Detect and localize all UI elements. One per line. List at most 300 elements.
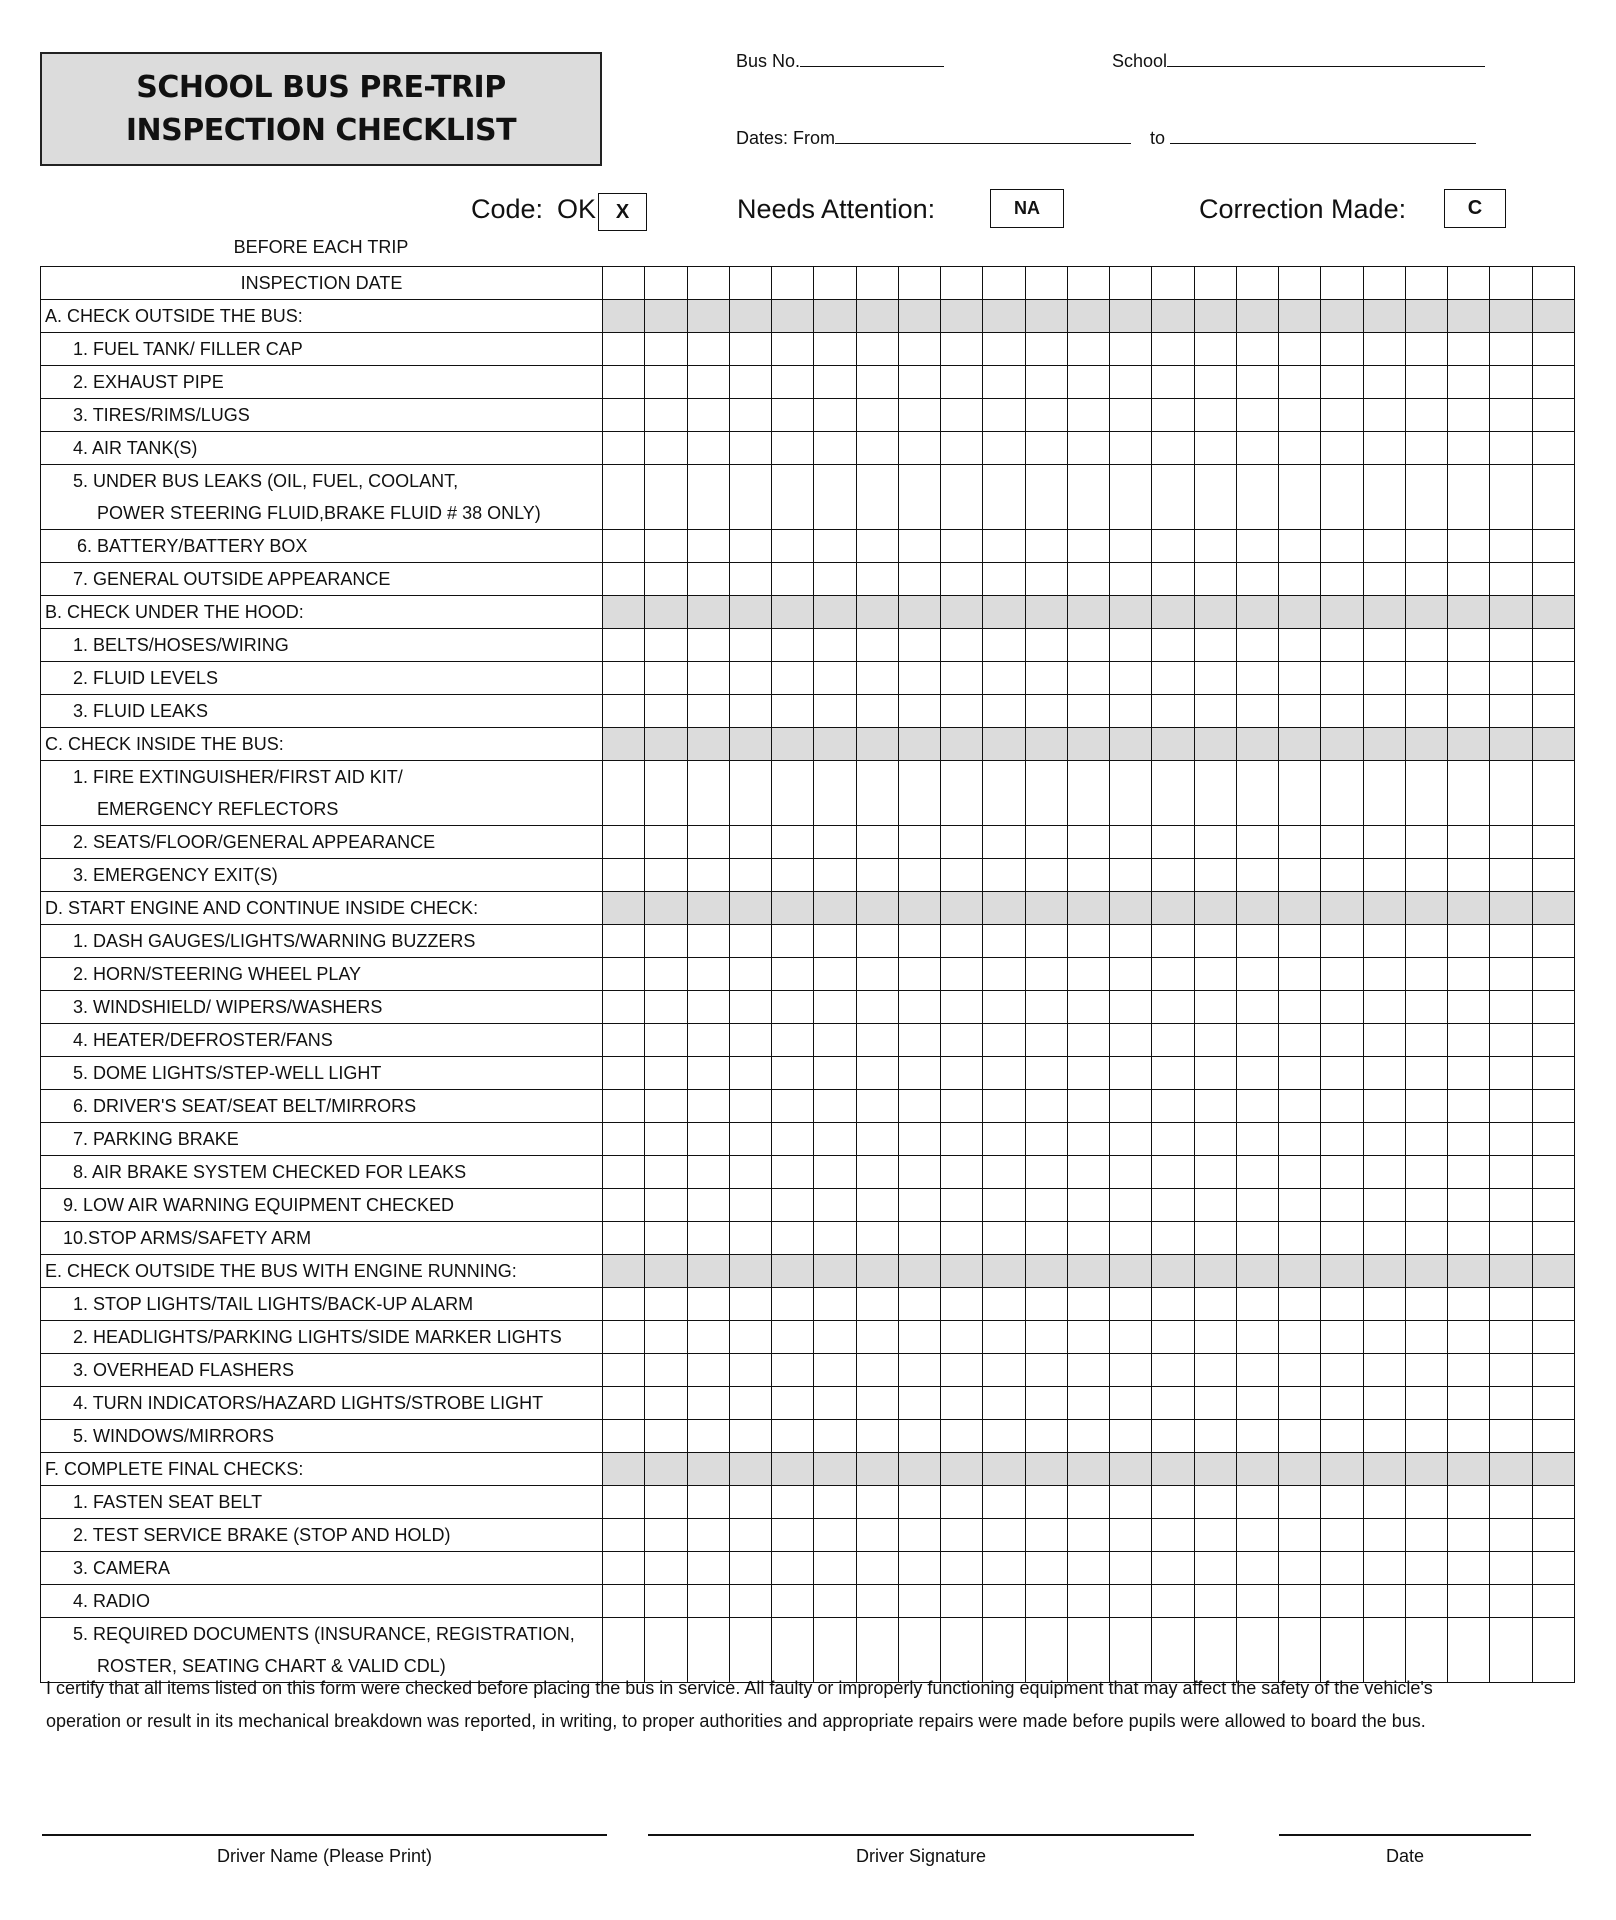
check-cell[interactable]: [898, 1585, 940, 1618]
check-cell[interactable]: [729, 925, 771, 958]
check-cell[interactable]: [687, 1189, 729, 1222]
check-cell[interactable]: [1405, 958, 1447, 991]
check-cell[interactable]: [1532, 1288, 1575, 1321]
check-cell[interactable]: [729, 1156, 771, 1189]
check-cell[interactable]: [1025, 1288, 1067, 1321]
check-cell[interactable]: [1532, 958, 1575, 991]
check-cell[interactable]: [1532, 991, 1575, 1024]
check-cell[interactable]: [687, 1420, 729, 1453]
dates-to-field[interactable]: [1150, 125, 1476, 149]
check-cell[interactable]: [729, 530, 771, 563]
check-cell[interactable]: [687, 695, 729, 728]
check-cell[interactable]: [814, 563, 856, 596]
check-cell[interactable]: [1490, 1618, 1532, 1683]
check-cell[interactable]: [645, 1486, 687, 1519]
check-cell[interactable]: [687, 1090, 729, 1123]
check-cell[interactable]: [1236, 925, 1278, 958]
check-cell[interactable]: [1448, 1156, 1490, 1189]
check-cell[interactable]: [941, 925, 983, 958]
check-cell[interactable]: [1448, 1090, 1490, 1123]
check-cell[interactable]: [1448, 1354, 1490, 1387]
check-cell[interactable]: [1152, 1486, 1194, 1519]
check-cell[interactable]: [941, 333, 983, 366]
check-cell[interactable]: [941, 695, 983, 728]
check-cell[interactable]: [814, 399, 856, 432]
check-cell[interactable]: [1067, 333, 1109, 366]
check-cell[interactable]: [687, 465, 729, 530]
check-cell[interactable]: [814, 1222, 856, 1255]
check-cell[interactable]: [856, 991, 898, 1024]
check-cell[interactable]: [645, 1420, 687, 1453]
check-cell[interactable]: [983, 432, 1025, 465]
check-cell[interactable]: [814, 1387, 856, 1420]
check-cell[interactable]: [983, 991, 1025, 1024]
check-cell[interactable]: [1025, 1057, 1067, 1090]
check-cell[interactable]: [687, 662, 729, 695]
check-cell[interactable]: [1363, 1519, 1405, 1552]
check-cell[interactable]: [1110, 629, 1152, 662]
check-cell[interactable]: [729, 1222, 771, 1255]
check-cell[interactable]: [941, 399, 983, 432]
check-cell[interactable]: [1532, 1090, 1575, 1123]
check-cell[interactable]: [814, 826, 856, 859]
inspection-date-cell[interactable]: [603, 267, 645, 300]
check-cell[interactable]: [856, 1024, 898, 1057]
check-cell[interactable]: [687, 1156, 729, 1189]
check-cell[interactable]: [1194, 695, 1236, 728]
check-cell[interactable]: [1025, 1420, 1067, 1453]
check-cell[interactable]: [687, 925, 729, 958]
check-cell[interactable]: [898, 826, 940, 859]
check-cell[interactable]: [1110, 399, 1152, 432]
check-cell[interactable]: [603, 1519, 645, 1552]
check-cell[interactable]: [983, 1156, 1025, 1189]
check-cell[interactable]: [941, 1321, 983, 1354]
check-cell[interactable]: [1067, 1354, 1109, 1387]
check-cell[interactable]: [1152, 1288, 1194, 1321]
check-cell[interactable]: [1532, 1519, 1575, 1552]
check-cell[interactable]: [1405, 629, 1447, 662]
check-cell[interactable]: [856, 1387, 898, 1420]
check-cell[interactable]: [983, 925, 1025, 958]
check-cell[interactable]: [1448, 925, 1490, 958]
check-cell[interactable]: [1448, 1024, 1490, 1057]
check-cell[interactable]: [772, 958, 814, 991]
check-cell[interactable]: [1321, 465, 1363, 530]
inspection-date-cell[interactable]: [983, 267, 1025, 300]
check-cell[interactable]: [1405, 366, 1447, 399]
check-cell[interactable]: [941, 1090, 983, 1123]
check-cell[interactable]: [1532, 761, 1575, 826]
check-cell[interactable]: [1236, 1156, 1278, 1189]
check-cell[interactable]: [983, 1321, 1025, 1354]
check-cell[interactable]: [1532, 563, 1575, 596]
check-cell[interactable]: [898, 1321, 940, 1354]
check-cell[interactable]: [898, 1519, 940, 1552]
check-cell[interactable]: [645, 1519, 687, 1552]
check-cell[interactable]: [983, 333, 1025, 366]
check-cell[interactable]: [1405, 1288, 1447, 1321]
check-cell[interactable]: [898, 1387, 940, 1420]
check-cell[interactable]: [1321, 991, 1363, 1024]
check-cell[interactable]: [772, 366, 814, 399]
check-cell[interactable]: [645, 1123, 687, 1156]
check-cell[interactable]: [1405, 1024, 1447, 1057]
check-cell[interactable]: [645, 366, 687, 399]
check-cell[interactable]: [772, 629, 814, 662]
driver-signature-line[interactable]: [648, 1834, 1194, 1836]
check-cell[interactable]: [645, 563, 687, 596]
check-cell[interactable]: [1025, 1387, 1067, 1420]
check-cell[interactable]: [645, 859, 687, 892]
check-cell[interactable]: [1405, 1486, 1447, 1519]
check-cell[interactable]: [1152, 859, 1194, 892]
check-cell[interactable]: [1405, 761, 1447, 826]
check-cell[interactable]: [1363, 958, 1405, 991]
check-cell[interactable]: [1448, 859, 1490, 892]
inspection-date-cell[interactable]: [1236, 267, 1278, 300]
check-cell[interactable]: [1363, 925, 1405, 958]
check-cell[interactable]: [645, 1288, 687, 1321]
check-cell[interactable]: [687, 991, 729, 1024]
check-cell[interactable]: [1279, 432, 1321, 465]
check-cell[interactable]: [1236, 432, 1278, 465]
check-cell[interactable]: [1532, 826, 1575, 859]
check-cell[interactable]: [1152, 366, 1194, 399]
check-cell[interactable]: [1363, 1585, 1405, 1618]
check-cell[interactable]: [983, 1354, 1025, 1387]
check-cell[interactable]: [1110, 366, 1152, 399]
check-cell[interactable]: [983, 826, 1025, 859]
check-cell[interactable]: [898, 465, 940, 530]
inspection-date-cell[interactable]: [1448, 267, 1490, 300]
check-cell[interactable]: [941, 563, 983, 596]
check-cell[interactable]: [983, 1552, 1025, 1585]
check-cell[interactable]: [1152, 925, 1194, 958]
check-cell[interactable]: [603, 432, 645, 465]
inspection-date-cell[interactable]: [814, 267, 856, 300]
check-cell[interactable]: [1448, 1288, 1490, 1321]
check-cell[interactable]: [729, 1189, 771, 1222]
check-cell[interactable]: [1025, 761, 1067, 826]
check-cell[interactable]: [1490, 1123, 1532, 1156]
check-cell[interactable]: [1448, 563, 1490, 596]
check-cell[interactable]: [1490, 1024, 1532, 1057]
check-cell[interactable]: [603, 1024, 645, 1057]
check-cell[interactable]: [1321, 1123, 1363, 1156]
inspection-date-cell[interactable]: [687, 267, 729, 300]
check-cell[interactable]: [1067, 925, 1109, 958]
check-cell[interactable]: [898, 1024, 940, 1057]
check-cell[interactable]: [1025, 662, 1067, 695]
check-cell[interactable]: [856, 1057, 898, 1090]
check-cell[interactable]: [1405, 1057, 1447, 1090]
check-cell[interactable]: [1194, 1024, 1236, 1057]
check-cell[interactable]: [729, 991, 771, 1024]
check-cell[interactable]: [1321, 1486, 1363, 1519]
inspection-date-cell[interactable]: [1321, 267, 1363, 300]
check-cell[interactable]: [1363, 761, 1405, 826]
check-cell[interactable]: [983, 859, 1025, 892]
check-cell[interactable]: [1152, 1552, 1194, 1585]
check-cell[interactable]: [941, 432, 983, 465]
check-cell[interactable]: [1532, 1420, 1575, 1453]
inspection-date-cell[interactable]: [772, 267, 814, 300]
check-cell[interactable]: [1490, 761, 1532, 826]
check-cell[interactable]: [1194, 859, 1236, 892]
check-cell[interactable]: [1279, 925, 1321, 958]
check-cell[interactable]: [1110, 1156, 1152, 1189]
check-cell[interactable]: [1321, 530, 1363, 563]
check-cell[interactable]: [1532, 366, 1575, 399]
check-cell[interactable]: [856, 1090, 898, 1123]
check-cell[interactable]: [603, 563, 645, 596]
check-cell[interactable]: [1490, 432, 1532, 465]
inspection-date-cell[interactable]: [898, 267, 940, 300]
check-cell[interactable]: [1110, 530, 1152, 563]
check-cell[interactable]: [941, 1222, 983, 1255]
check-cell[interactable]: [1321, 1189, 1363, 1222]
check-cell[interactable]: [941, 1024, 983, 1057]
check-cell[interactable]: [1279, 1057, 1321, 1090]
check-cell[interactable]: [1405, 1519, 1447, 1552]
check-cell[interactable]: [856, 1156, 898, 1189]
check-cell[interactable]: [983, 399, 1025, 432]
check-cell[interactable]: [645, 1585, 687, 1618]
check-cell[interactable]: [772, 530, 814, 563]
check-cell[interactable]: [1067, 530, 1109, 563]
check-cell[interactable]: [983, 530, 1025, 563]
check-cell[interactable]: [1025, 465, 1067, 530]
check-cell[interactable]: [1405, 530, 1447, 563]
check-cell[interactable]: [1405, 563, 1447, 596]
check-cell[interactable]: [1110, 333, 1152, 366]
check-cell[interactable]: [1448, 662, 1490, 695]
check-cell[interactable]: [1363, 1090, 1405, 1123]
check-cell[interactable]: [1236, 399, 1278, 432]
check-cell[interactable]: [814, 1288, 856, 1321]
check-cell[interactable]: [1363, 695, 1405, 728]
check-cell[interactable]: [1025, 859, 1067, 892]
check-cell[interactable]: [1110, 1189, 1152, 1222]
check-cell[interactable]: [1236, 1321, 1278, 1354]
check-cell[interactable]: [687, 1288, 729, 1321]
check-cell[interactable]: [1025, 1024, 1067, 1057]
check-cell[interactable]: [898, 1354, 940, 1387]
check-cell[interactable]: [603, 1552, 645, 1585]
check-cell[interactable]: [1490, 563, 1532, 596]
check-cell[interactable]: [687, 563, 729, 596]
check-cell[interactable]: [1194, 465, 1236, 530]
check-cell[interactable]: [941, 1486, 983, 1519]
check-cell[interactable]: [603, 1090, 645, 1123]
check-cell[interactable]: [1321, 1519, 1363, 1552]
check-cell[interactable]: [1067, 1387, 1109, 1420]
check-cell[interactable]: [1321, 1387, 1363, 1420]
check-cell[interactable]: [856, 1222, 898, 1255]
check-cell[interactable]: [1405, 991, 1447, 1024]
check-cell[interactable]: [645, 662, 687, 695]
check-cell[interactable]: [1152, 1585, 1194, 1618]
check-cell[interactable]: [729, 1354, 771, 1387]
check-cell[interactable]: [1405, 925, 1447, 958]
check-cell[interactable]: [814, 1354, 856, 1387]
check-cell[interactable]: [603, 366, 645, 399]
check-cell[interactable]: [645, 1057, 687, 1090]
check-cell[interactable]: [1152, 1156, 1194, 1189]
check-cell[interactable]: [1110, 432, 1152, 465]
check-cell[interactable]: [1321, 958, 1363, 991]
check-cell[interactable]: [1321, 1288, 1363, 1321]
check-cell[interactable]: [1279, 662, 1321, 695]
check-cell[interactable]: [1405, 333, 1447, 366]
check-cell[interactable]: [645, 1321, 687, 1354]
check-cell[interactable]: [729, 826, 771, 859]
check-cell[interactable]: [1194, 1585, 1236, 1618]
check-cell[interactable]: [1067, 1519, 1109, 1552]
check-cell[interactable]: [1279, 629, 1321, 662]
check-cell[interactable]: [1067, 859, 1109, 892]
check-cell[interactable]: [1490, 1486, 1532, 1519]
check-cell[interactable]: [1152, 1222, 1194, 1255]
check-cell[interactable]: [1363, 1057, 1405, 1090]
check-cell[interactable]: [729, 1024, 771, 1057]
check-cell[interactable]: [1194, 761, 1236, 826]
check-cell[interactable]: [1405, 695, 1447, 728]
check-cell[interactable]: [1236, 1123, 1278, 1156]
inspection-date-cell[interactable]: [729, 267, 771, 300]
check-cell[interactable]: [856, 465, 898, 530]
check-cell[interactable]: [1110, 1288, 1152, 1321]
check-cell[interactable]: [1236, 1090, 1278, 1123]
check-cell[interactable]: [1110, 1420, 1152, 1453]
check-cell[interactable]: [898, 530, 940, 563]
check-cell[interactable]: [814, 629, 856, 662]
check-cell[interactable]: [645, 399, 687, 432]
check-cell[interactable]: [1321, 432, 1363, 465]
check-cell[interactable]: [1110, 991, 1152, 1024]
check-cell[interactable]: [603, 662, 645, 695]
check-cell[interactable]: [898, 399, 940, 432]
check-cell[interactable]: [1405, 1123, 1447, 1156]
check-cell[interactable]: [645, 1156, 687, 1189]
check-cell[interactable]: [645, 1222, 687, 1255]
check-cell[interactable]: [856, 1123, 898, 1156]
check-cell[interactable]: [1194, 826, 1236, 859]
check-cell[interactable]: [603, 1189, 645, 1222]
check-cell[interactable]: [729, 399, 771, 432]
check-cell[interactable]: [1532, 1156, 1575, 1189]
check-cell[interactable]: [898, 432, 940, 465]
check-cell[interactable]: [687, 1387, 729, 1420]
check-cell[interactable]: [1363, 1123, 1405, 1156]
check-cell[interactable]: [1448, 958, 1490, 991]
check-cell[interactable]: [941, 465, 983, 530]
check-cell[interactable]: [1110, 1486, 1152, 1519]
check-cell[interactable]: [814, 1057, 856, 1090]
check-cell[interactable]: [1025, 695, 1067, 728]
check-cell[interactable]: [1194, 1387, 1236, 1420]
check-cell[interactable]: [1448, 991, 1490, 1024]
check-cell[interactable]: [1279, 530, 1321, 563]
check-cell[interactable]: [1152, 1420, 1194, 1453]
check-cell[interactable]: [1363, 991, 1405, 1024]
check-cell[interactable]: [1363, 1222, 1405, 1255]
check-cell[interactable]: [1067, 1552, 1109, 1585]
check-cell[interactable]: [772, 399, 814, 432]
check-cell[interactable]: [645, 1387, 687, 1420]
check-cell[interactable]: [1321, 563, 1363, 596]
check-cell[interactable]: [1279, 1090, 1321, 1123]
inspection-date-cell[interactable]: [1490, 267, 1532, 300]
check-cell[interactable]: [1067, 1189, 1109, 1222]
check-cell[interactable]: [1448, 695, 1490, 728]
check-cell[interactable]: [1490, 826, 1532, 859]
check-cell[interactable]: [1490, 333, 1532, 366]
check-cell[interactable]: [1236, 1552, 1278, 1585]
check-cell[interactable]: [1067, 1585, 1109, 1618]
check-cell[interactable]: [1363, 1024, 1405, 1057]
check-cell[interactable]: [1448, 465, 1490, 530]
check-cell[interactable]: [1363, 826, 1405, 859]
check-cell[interactable]: [814, 761, 856, 826]
check-cell[interactable]: [941, 1420, 983, 1453]
check-cell[interactable]: [898, 991, 940, 1024]
check-cell[interactable]: [1363, 662, 1405, 695]
check-cell[interactable]: [856, 1486, 898, 1519]
check-cell[interactable]: [1279, 465, 1321, 530]
check-cell[interactable]: [1067, 399, 1109, 432]
check-cell[interactable]: [1279, 1222, 1321, 1255]
inspection-date-cell[interactable]: [1194, 267, 1236, 300]
check-cell[interactable]: [814, 1156, 856, 1189]
check-cell[interactable]: [1194, 563, 1236, 596]
check-cell[interactable]: [687, 629, 729, 662]
check-cell[interactable]: [603, 925, 645, 958]
check-cell[interactable]: [1236, 662, 1278, 695]
check-cell[interactable]: [1490, 1552, 1532, 1585]
check-cell[interactable]: [856, 662, 898, 695]
check-cell[interactable]: [1363, 563, 1405, 596]
check-cell[interactable]: [814, 925, 856, 958]
check-cell[interactable]: [603, 1288, 645, 1321]
check-cell[interactable]: [1067, 1024, 1109, 1057]
check-cell[interactable]: [1152, 1189, 1194, 1222]
check-cell[interactable]: [729, 1585, 771, 1618]
check-cell[interactable]: [856, 859, 898, 892]
check-cell[interactable]: [1363, 1486, 1405, 1519]
check-cell[interactable]: [1532, 662, 1575, 695]
check-cell[interactable]: [941, 826, 983, 859]
check-cell[interactable]: [1532, 1189, 1575, 1222]
check-cell[interactable]: [1405, 1354, 1447, 1387]
check-cell[interactable]: [1236, 530, 1278, 563]
check-cell[interactable]: [772, 761, 814, 826]
check-cell[interactable]: [983, 1090, 1025, 1123]
check-cell[interactable]: [1490, 1222, 1532, 1255]
check-cell[interactable]: [1448, 333, 1490, 366]
check-cell[interactable]: [1025, 1156, 1067, 1189]
check-cell[interactable]: [1110, 1354, 1152, 1387]
check-cell[interactable]: [1025, 333, 1067, 366]
check-cell[interactable]: [856, 1354, 898, 1387]
check-cell[interactable]: [1279, 826, 1321, 859]
check-cell[interactable]: [1110, 958, 1152, 991]
check-cell[interactable]: [898, 1090, 940, 1123]
check-cell[interactable]: [1490, 1321, 1532, 1354]
check-cell[interactable]: [898, 629, 940, 662]
check-cell[interactable]: [898, 662, 940, 695]
